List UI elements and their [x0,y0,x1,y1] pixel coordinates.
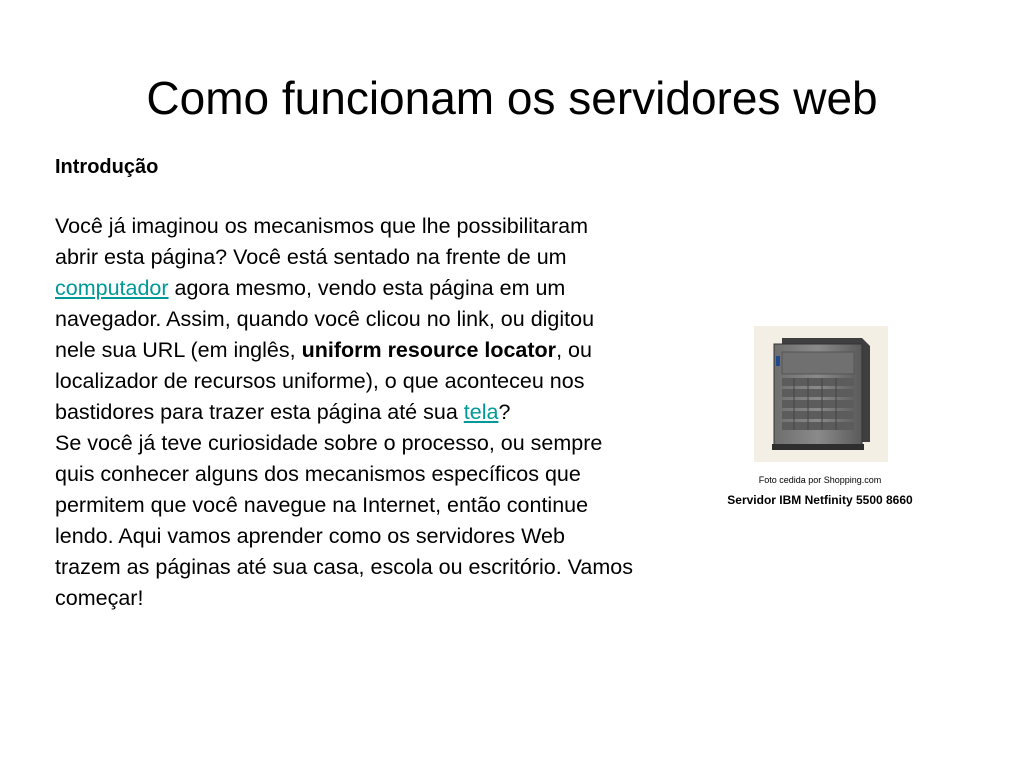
intro-text-2: agora mesmo, vendo esta página em um navegador. Assim, quando você clicou no link, ou digitou nele sua URL (em inglês, [55,276,595,362]
photo-caption: Servidor IBM Netfinity 5500 8660 [727,493,913,507]
server-figure [700,326,940,508]
intro-paragraph-2: Se você já teve curiosidade sobre o processo, ou sempre quis conhecer alguns dos mecanismos específicos que permitem que você navegue na Internet, então continue lendo. Aqui vamos aprender como os servidores Web trazem as páginas até sua casa, escola ou escritório. Vamos começar! [55,431,634,610]
intro-paragraph-1 [55,211,633,428]
intro-text-3: , ou localizador de recursos uniforme), o que aconteceu nos bastidores para trazer esta página até sua [55,338,592,424]
intro-body [55,211,633,614]
slide-title: Como funcionam os servidores web [146,72,878,124]
photo-credit: Foto cedida por Shopping.com [758,475,882,485]
tela-link[interactable]: tela [463,400,499,424]
computador-link[interactable]: computador [55,276,169,300]
intro-text-1: Você já imaginou os mecanismos que lhe possibilitaram abrir esta página? Você está sentado na frente de um [55,214,588,269]
server-photo-icon [754,326,888,462]
intro-text-4: ? [498,400,511,424]
uniform-resource-locator-term: uniform resource locator [301,338,557,362]
server-photo [754,326,888,462]
section-heading: Introdução [55,156,159,178]
